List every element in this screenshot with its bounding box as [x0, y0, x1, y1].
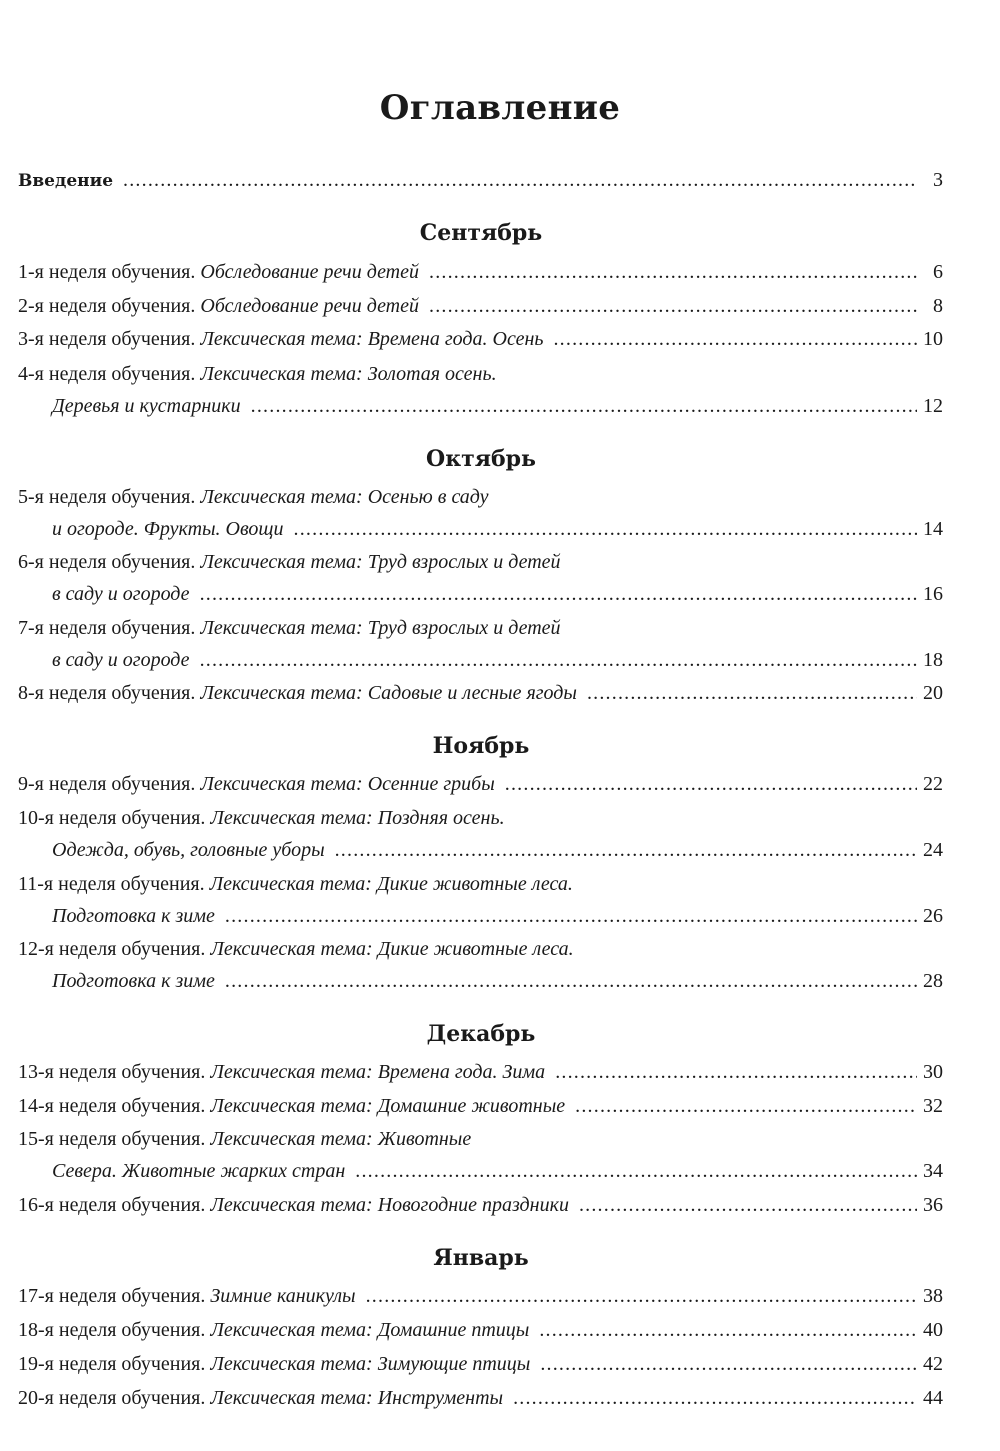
- page-number: 30: [923, 1061, 943, 1083]
- topic-label: Лексическая тема: Времена года. Зима: [210, 1061, 546, 1083]
- week-label: 6-я неделя обучения.: [18, 551, 196, 573]
- topic-label: Лексическая тема: Домашние животные: [210, 1095, 566, 1117]
- section-heading-january: Январь: [433, 1245, 529, 1271]
- toc-entry-week-4-cont[interactable]: [52, 389, 943, 423]
- topic-label: Лексическая тема: Осенью в саду: [200, 486, 489, 508]
- toc-entry-label: Введение: [18, 171, 114, 191]
- toc-entry-week-2[interactable]: [18, 289, 943, 323]
- week-label: 18-я неделя обучения.: [18, 1319, 206, 1341]
- section-heading-september: Сентябрь: [419, 220, 543, 246]
- topic-continuation: Подготовка к зиме: [52, 905, 215, 927]
- page-number: 18: [923, 649, 943, 671]
- topic-label: Лексическая тема: Зимующие птицы: [210, 1353, 531, 1375]
- page-number: 14: [923, 518, 943, 540]
- page-number: 10: [923, 328, 943, 350]
- topic-label: Зимние каникулы: [210, 1285, 356, 1307]
- toc-entry-week-20[interactable]: [18, 1381, 943, 1415]
- topic-label: Обследование речи детей: [200, 261, 419, 283]
- toc-entry-week-7[interactable]: [18, 611, 943, 645]
- topic-label: Лексическая тема: Животные: [210, 1128, 472, 1150]
- week-label: 3-я неделя обучения.: [18, 328, 196, 350]
- page-number: 6: [933, 261, 943, 283]
- toc-entry-week-19[interactable]: [18, 1347, 943, 1381]
- dot-leader: [587, 676, 917, 710]
- dot-leader: [251, 389, 917, 423]
- toc-entry-intro[interactable]: [18, 163, 943, 197]
- dot-leader: [429, 255, 917, 289]
- section-heading-october: Октябрь: [426, 446, 536, 472]
- week-label: 8-я неделя обучения.: [18, 682, 196, 704]
- week-label: 13-я неделя обучения.: [18, 1061, 206, 1083]
- topic-continuation: и огороде. Фрукты. Овощи: [52, 518, 284, 540]
- topic-label: Лексическая тема: Осенние грибы: [200, 773, 495, 795]
- dot-leader: [294, 512, 917, 546]
- topic-label: Обследование речи детей: [200, 295, 419, 317]
- page-number: 38: [923, 1285, 943, 1307]
- toc-entry-week-4[interactable]: [18, 357, 943, 391]
- week-label: 14-я неделя обучения.: [18, 1095, 206, 1117]
- week-label: 12-я неделя обучения.: [18, 938, 206, 960]
- dot-leader: [539, 1313, 917, 1347]
- page-number: 36: [923, 1194, 943, 1216]
- toc-entry-week-10-cont[interactable]: [52, 833, 943, 867]
- topic-continuation: Одежда, обувь, головные уборы: [52, 839, 325, 861]
- toc-entry-week-18[interactable]: [18, 1313, 943, 1347]
- toc-entry-week-12[interactable]: [18, 932, 943, 966]
- dot-leader: [123, 163, 917, 197]
- dot-leader: [555, 1055, 917, 1089]
- topic-label: Лексическая тема: Времена года. Осень: [200, 328, 544, 350]
- section-heading-november: Ноябрь: [432, 733, 530, 759]
- week-label: 5-я неделя обучения.: [18, 486, 196, 508]
- dot-leader: [575, 1089, 917, 1123]
- page-number: 8: [933, 295, 943, 317]
- page-number: 22: [923, 773, 943, 795]
- toc-entry-week-16[interactable]: [18, 1188, 943, 1222]
- topic-label: Лексическая тема: Труд взрослых и детей: [200, 551, 561, 573]
- section-heading-december: Декабрь: [426, 1021, 536, 1047]
- page-number: 44: [923, 1387, 943, 1409]
- week-label: 2-я неделя обучения.: [18, 295, 196, 317]
- dot-leader: [505, 767, 917, 801]
- page-number: 40: [923, 1319, 943, 1341]
- page-number: 32: [923, 1095, 943, 1117]
- dot-leader: [225, 899, 917, 933]
- dot-leader: [429, 289, 917, 323]
- toc-entry-week-15-cont[interactable]: [52, 1154, 943, 1188]
- topic-label: Лексическая тема: Садовые и лесные ягоды: [200, 682, 577, 704]
- dot-leader: [579, 1188, 917, 1222]
- dot-leader: [225, 964, 917, 998]
- page-number: 12: [923, 395, 943, 417]
- toc-entry-week-6[interactable]: [18, 545, 943, 579]
- page-number: 34: [923, 1160, 943, 1182]
- topic-label: Лексическая тема: Новогодние праздники: [210, 1194, 569, 1216]
- toc-entry-week-11[interactable]: [18, 867, 943, 901]
- dot-leader: [553, 322, 917, 356]
- toc-entry-week-15[interactable]: [18, 1122, 943, 1156]
- page-number: 3: [933, 169, 943, 191]
- toc-entry-week-5[interactable]: [18, 480, 943, 514]
- dot-leader: [355, 1154, 917, 1188]
- toc-entry-week-1[interactable]: [18, 255, 943, 289]
- dot-leader: [200, 643, 917, 677]
- week-label: 9-я неделя обучения.: [18, 773, 196, 795]
- topic-label: Лексическая тема: Инструменты: [210, 1387, 504, 1409]
- week-label: 1-я неделя обучения.: [18, 261, 196, 283]
- topic-label: Лексическая тема: Золотая осень.: [200, 363, 497, 385]
- dot-leader: [540, 1347, 917, 1381]
- topic-label: Лексическая тема: Дикие животные леса.: [210, 938, 574, 960]
- toc-entry-week-8[interactable]: [18, 676, 943, 710]
- week-label: 15-я неделя обучения.: [18, 1128, 206, 1150]
- week-label: 10-я неделя обучения.: [18, 807, 206, 829]
- dot-leader: [200, 577, 917, 611]
- toc-entry-week-12-cont[interactable]: [52, 964, 943, 998]
- toc-entry-week-3[interactable]: [18, 322, 943, 356]
- topic-continuation: Подготовка к зиме: [52, 970, 215, 992]
- toc-entry-week-7-cont[interactable]: [52, 643, 943, 677]
- toc-entry-week-6-cont[interactable]: [52, 577, 943, 611]
- dot-leader: [513, 1381, 917, 1415]
- topic-label: Лексическая тема: Дикие животные леса.: [209, 873, 573, 895]
- topic-continuation: Деревья и кустарники: [52, 395, 241, 417]
- topic-continuation: в саду и огороде: [52, 583, 190, 605]
- page-number: 16: [923, 583, 943, 605]
- dot-leader: [366, 1279, 917, 1313]
- toc-entry-week-10[interactable]: [18, 801, 943, 835]
- dot-leader: [335, 833, 917, 867]
- week-label: 7-я неделя обучения.: [18, 617, 196, 639]
- week-label: 17-я неделя обучения.: [18, 1285, 206, 1307]
- page-number: 20: [923, 682, 943, 704]
- toc-entry-week-11-cont[interactable]: [52, 899, 943, 933]
- week-label: 19-я неделя обучения.: [18, 1353, 206, 1375]
- toc-entry-week-9[interactable]: [18, 767, 943, 801]
- week-label: 20-я неделя обучения.: [18, 1387, 206, 1409]
- topic-label: Лексическая тема: Труд взрослых и детей: [200, 617, 561, 639]
- week-label: 4-я неделя обучения.: [18, 363, 196, 385]
- toc-entry-week-17[interactable]: [18, 1279, 943, 1313]
- week-label: 16-я неделя обучения.: [18, 1194, 206, 1216]
- page-number: 42: [923, 1353, 943, 1375]
- week-label: 11-я неделя обучения.: [18, 873, 205, 895]
- page-number: 26: [923, 905, 943, 927]
- toc-entry-week-13[interactable]: [18, 1055, 943, 1089]
- topic-continuation: Севера. Животные жарких стран: [52, 1160, 346, 1182]
- topic-label: Лексическая тема: Домашние птицы: [210, 1319, 530, 1341]
- topic-continuation: в саду и огороде: [52, 649, 190, 671]
- topic-label: Лексическая тема: Поздняя осень.: [210, 807, 505, 829]
- page-number: 24: [923, 839, 943, 861]
- toc-entry-week-5-cont[interactable]: [52, 512, 943, 546]
- page-number: 28: [923, 970, 943, 992]
- toc-entry-week-14[interactable]: [18, 1089, 943, 1123]
- page-title: Оглавление: [379, 88, 621, 128]
